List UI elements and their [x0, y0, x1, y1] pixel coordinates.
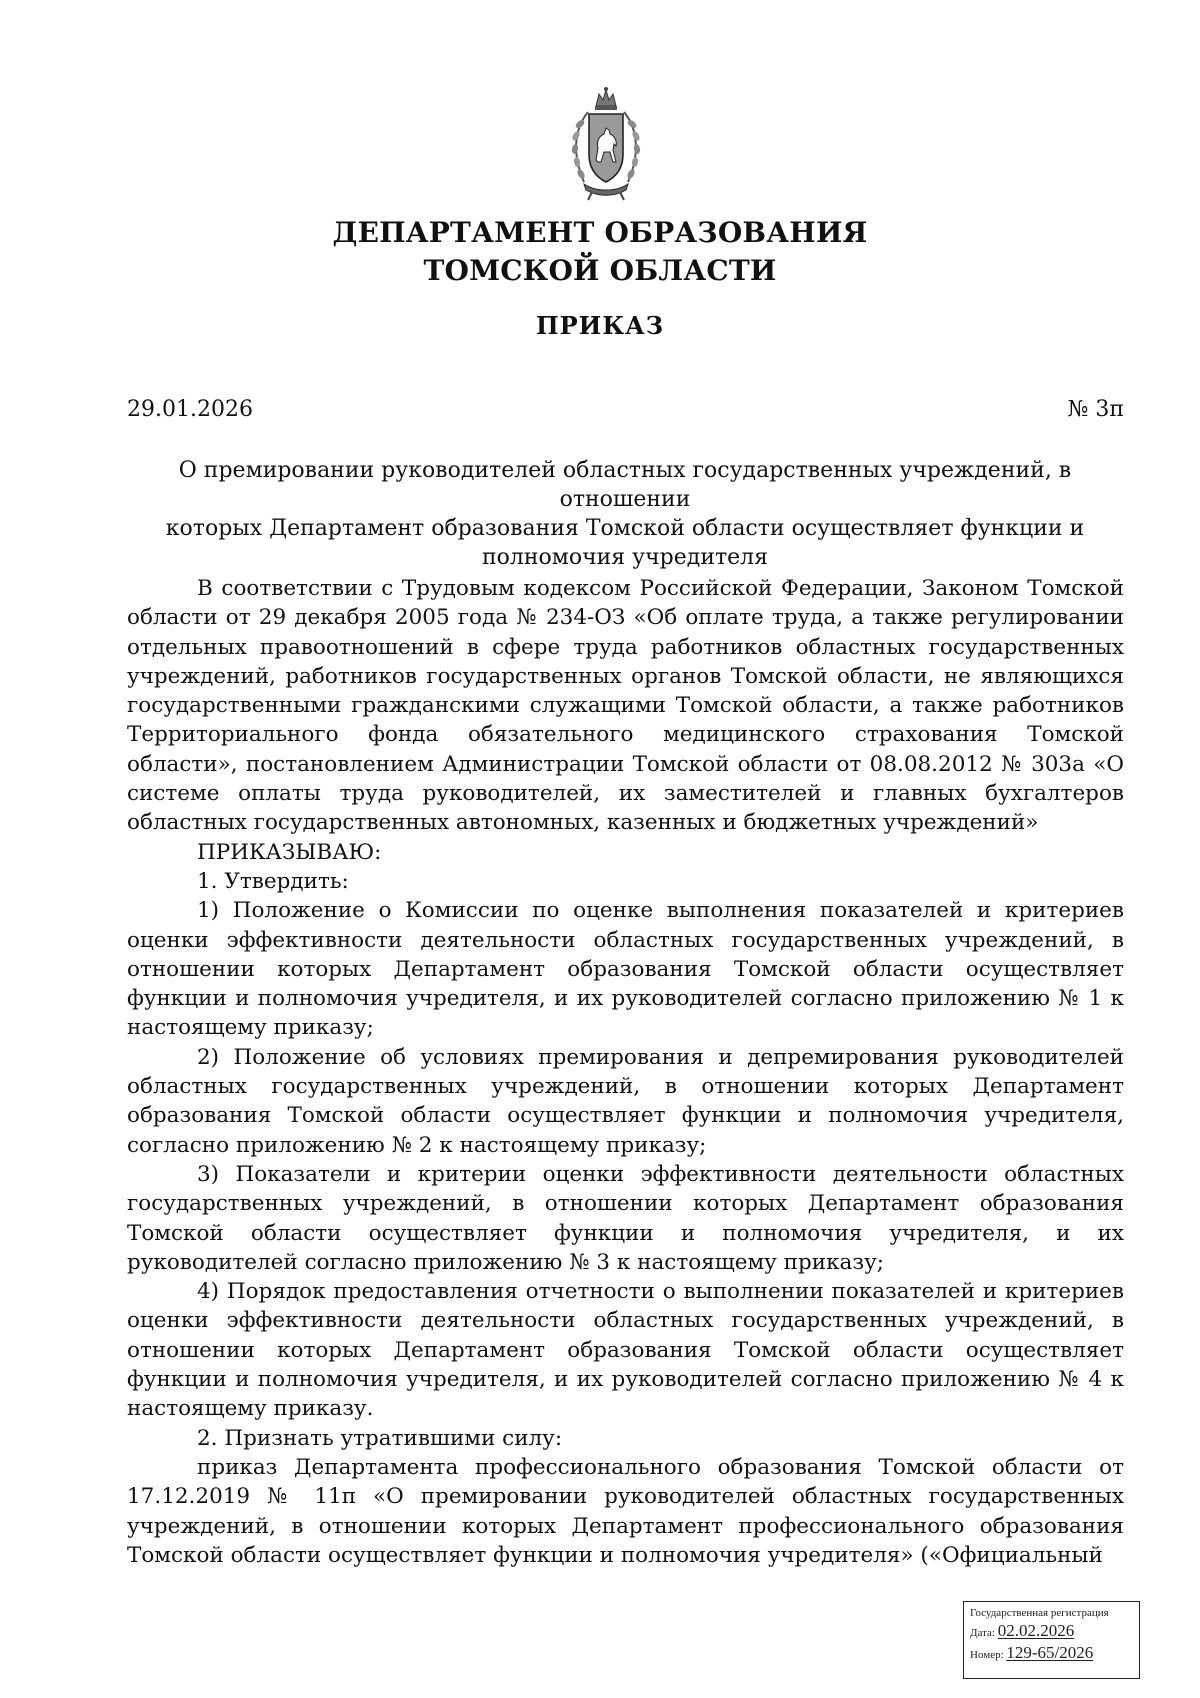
clause-1-3: 3) Показатели и критерии оценки эффективности деятельности областных государственных учреждений, в отношении которых Департамент образования Томской области осуществляет функции и полномочия учредителя, и их руководителей согласно приложению № 3 к настоящему приказу;: [127, 1161, 1124, 1275]
stamp-number-row: [970, 1642, 1133, 1664]
document-body: [127, 574, 1124, 1570]
tomsk-coat-of-arms-icon: [566, 84, 646, 202]
stamp-date-value: 02.02.2026: [997, 1621, 1075, 1640]
stamp-number-label: Номер:: [970, 1649, 1004, 1661]
registration-stamp: [963, 1601, 1140, 1679]
order-word: ПРИКАЗЫВАЮ:: [197, 839, 382, 865]
clause-1-heading: 1. Утвердить:: [197, 868, 349, 894]
clause-1-4: 4) Порядок предоставления отчетности о выполнении показателей и критериев оценки эффективности деятельности областных государственных учреждений, в отношении которых Департамент образования Томской области осуществляет функции и полномочия учредителя, и их руководителей согласно приложению № 4 к настоящему приказу.: [127, 1279, 1124, 1422]
clause-1-2: 2) Положение об условиях премирования и депремирования руководителей областных государственных учреждений, в отношении которых Департамент образования Томской области осуществляет функции и полномочия учредителя, согласно приложению № 2 к настоящему приказу;: [127, 1044, 1124, 1158]
stamp-number-value: 129-65/2026: [1006, 1643, 1094, 1662]
organization-name-line-1: ДЕПАРТАМЕНТ ОБРАЗОВАНИЯ: [332, 216, 868, 249]
stamp-date-label: Дата:: [970, 1627, 995, 1639]
stamp-date-row: [970, 1620, 1133, 1642]
document-number: № 3п: [1067, 397, 1124, 422]
clause-2-heading: 2. Признать утратившими силу:: [197, 1425, 563, 1451]
document-meta-row: [127, 393, 1124, 427]
document-type-title: ПРИКАЗ: [535, 311, 665, 340]
clause-2-text: приказ Департамента профессионального образования Томской области от 17.12.2019 № 11п «О премировании руководителей областных государственных учреждений, в отношении которых Департамент профессионального образования Томской области осуществляет функции и полномочия учредителя» («Официальный: [127, 1454, 1124, 1568]
organization-name-line-2: ТОМСКОЙ ОБЛАСТИ: [423, 254, 777, 287]
clause-1-1: 1) Положение о Комиссии по оценке выполнения показателей и критериев оценки эффективности деятельности областных государственных учреждений, в отношении которых Департамент образования Томской области осуществляет функции и полномочия учредителя, и их руководителей согласно приложению № 1 к настоящему приказу;: [127, 898, 1124, 1041]
stamp-title: Государственная регистрация: [970, 1607, 1109, 1619]
subject-line: которых Департамент образования Томской области осуществляет функции и: [165, 516, 1085, 541]
preamble-paragraph: В соответствии с Трудовым кодексом Российской Федерации, Законом Томской области от 29 декабря 2005 года № 234-ОЗ «Об оплате труда, а также регулировании отдельных правоотношений в сфере труда работников областных государственных учреждений, работников государственных органов Томской области, не являющихся государственными гражданскими служащими Томской области, а также работников Территориального фонда обязательного медицинского страхования Томской области», постановлением Администрации Томской области от 08.08.2012 № 303а «О системе оплаты труда руководителей, их заместителей и главных бухгалтеров областных государственных автономных, казенных и бюджетных учреждений»: [127, 576, 1124, 836]
subject-line: полномочия учредителя: [481, 545, 769, 570]
document-date: 29.01.2026: [127, 397, 253, 422]
subject-line: О премировании руководителей областных государственных учреждений, в отношении: [178, 458, 1072, 512]
document-subject: [120, 456, 1130, 572]
